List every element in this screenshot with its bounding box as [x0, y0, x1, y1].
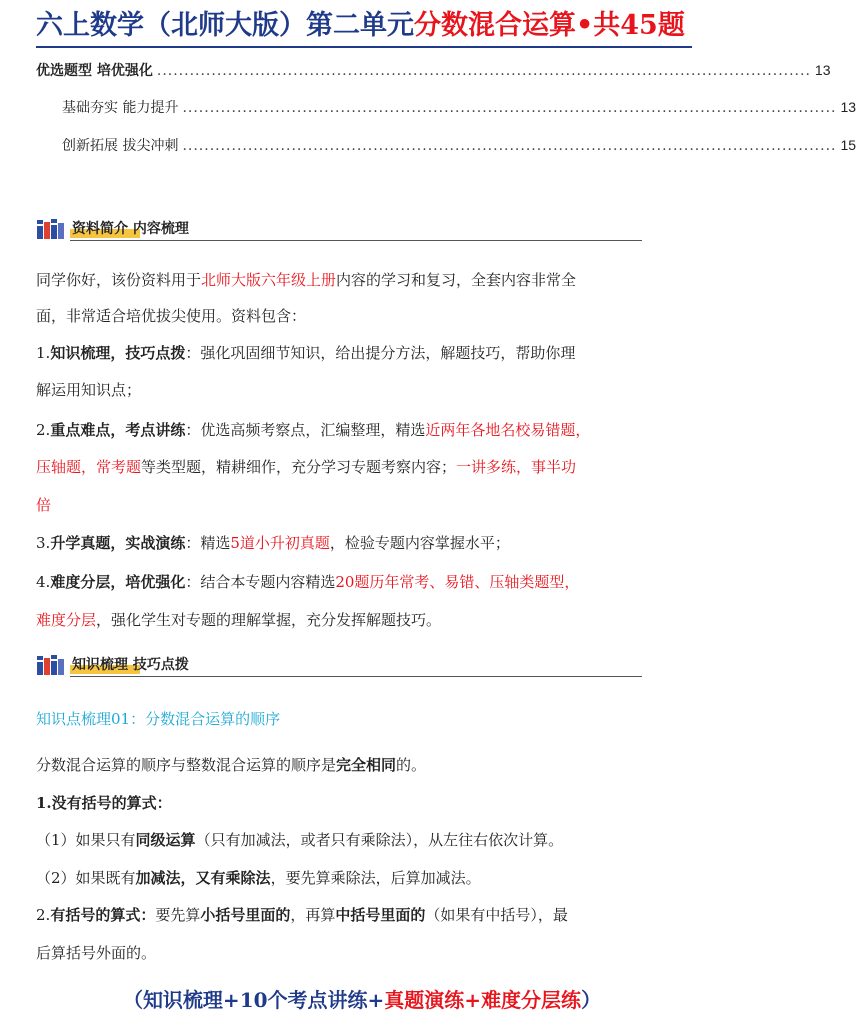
toc-entry-3[interactable]: 创新拓展 拔尖冲刺 ........................................................................................................................ 15	[62, 137, 856, 154]
intro-line-1: 同学你好，该份资料用于北师大版六年级上册内容的学习和复习，全套内容非常全	[36, 271, 577, 289]
intro-item-3: 3.升学真题，实战演练：精选5道小升初真题，检验专题内容掌握水平；	[36, 534, 510, 552]
heading-underline	[70, 676, 642, 677]
heading-underline	[70, 240, 642, 241]
kp-rule-2: （2）如果既有加减法，又有乘除法，要先算乘除法，后算加减法。	[36, 869, 481, 887]
footer-banner: （知识梳理+10个考点讲练+真题演练+难度分层练）	[122, 988, 602, 1012]
intro-item-1: 1.知识梳理，技巧点拨：强化巩固细节知识，给出提分方法，解题技巧，帮助你理	[36, 344, 576, 362]
toc-leader: ........................................................................................................................	[182, 138, 837, 154]
section-heading-knowledge: 知识梳理 技巧点拨	[36, 652, 642, 678]
kp-heading-2: 2.有括号的算式：要先算小括号里面的，再算中括号里面的（如果有中括号），最	[36, 906, 568, 924]
toc-entry-1[interactable]: 优选题型 培优强化 ........................................................................................................................ 13	[36, 62, 831, 79]
intro-line-2: 面，非常适合培优拔尖使用。资料包含：	[36, 307, 307, 325]
books-icon	[36, 218, 66, 240]
intro-item-4-cont: 难度分层，强化学生对专题的理解掌握，充分发挥解题技巧。	[36, 611, 442, 629]
kp-rule-1: （1）如果只有同级运算（只有加减法，或者只有乘除法），从左往右依次计算。	[36, 831, 564, 849]
toc-entry-2[interactable]: 基础夯实 能力提升 ........................................................................................................................ 13	[62, 99, 856, 116]
toc-leader: ........................................................................................................................	[182, 100, 837, 116]
books-icon	[36, 654, 66, 676]
toc-leader: ........................................................................................................................	[156, 63, 811, 79]
section-heading-intro: 资料简介 内容梳理	[36, 216, 642, 242]
intro-item-2-end: 倍	[36, 496, 52, 514]
intro-item-2-cont: 压轴题，常考题等类型题，精耕细作，充分学习专题考察内容；一讲多练，事半功	[36, 458, 577, 476]
knowledge-point-title: 知识点梳理01：分数混合运算的顺序	[36, 710, 281, 728]
intro-item-4: 4.难度分层，培优强化：结合本专题内容精选20题历年常考、易错、压轴类题型，	[36, 573, 580, 591]
intro-item-1-cont: 解运用知识点；	[36, 381, 142, 399]
page-title: 六上数学（北师大版）第二单元分数混合运算•共45题	[36, 10, 685, 41]
title-divider	[36, 46, 692, 48]
kp-paragraph: 分数混合运算的顺序与整数混合运算的顺序是完全相同的。	[36, 756, 427, 774]
kp-heading-1: 1.没有括号的算式：	[36, 794, 172, 812]
kp-heading-2-cont: 后算括号外面的。	[36, 944, 157, 962]
intro-item-2: 2.重点难点，考点讲练：优选高频考察点，汇编整理，精选近两年各地名校易错题，	[36, 421, 591, 439]
